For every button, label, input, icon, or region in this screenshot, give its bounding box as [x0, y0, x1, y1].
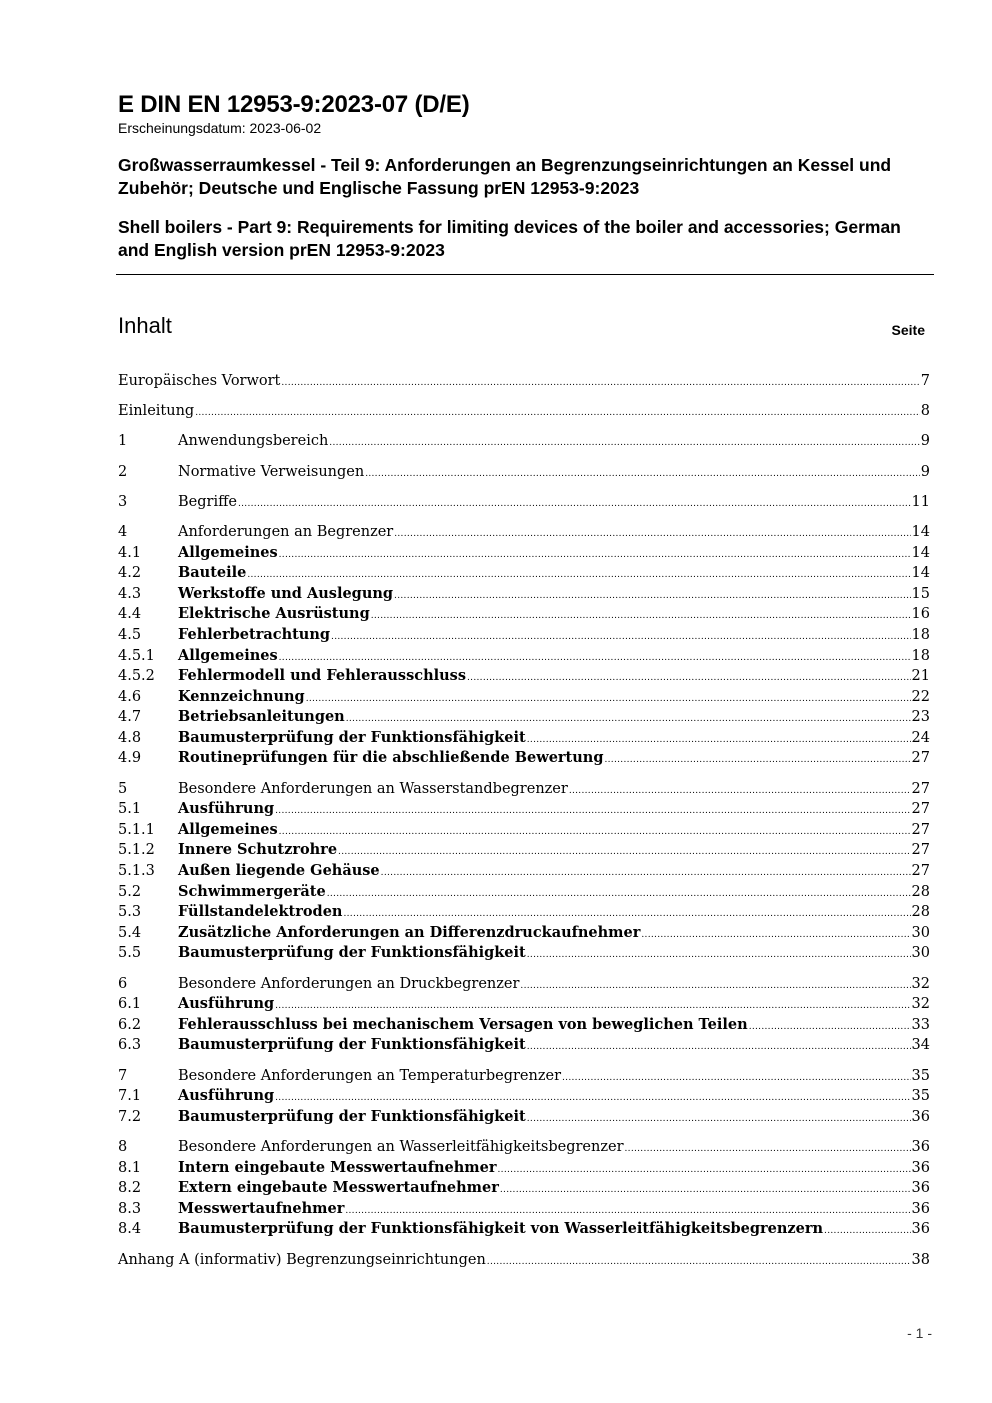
toc-dot-leader: [275, 1086, 910, 1109]
toc-entry-title: Anforderungen an Begrenzer: [178, 523, 394, 540]
toc-entry-title: Intern eingebaute Messwertaufnehmer: [178, 1158, 497, 1176]
toc-entry-page: 14: [911, 523, 930, 540]
toc-entry-number: 6: [118, 975, 128, 992]
toc-entry-number: 3: [118, 493, 128, 510]
toc-dot-leader: [331, 625, 911, 648]
toc-entry-number: 5.1.3: [118, 863, 155, 880]
toc-dot-leader: [306, 687, 911, 710]
toc-entry-number: 6.2: [118, 1016, 142, 1033]
title-german: Großwasserraumkessel - Teil 9: Anforderungen an Begrenzungseinrichtungen an Kessel und Zubehör; Deutsche und Englische Fassung prEN 12953-9:2023: [118, 155, 892, 198]
toc-entry[interactable]: [118, 974, 930, 995]
toc-entry-title: Zusätzliche Anforderungen an Differenzdruckaufnehmer: [178, 923, 641, 941]
toc-entry[interactable]: [118, 799, 930, 820]
toc-entry-page: 9: [920, 463, 930, 480]
toc-entry-title: Elektrische Ausrüstung: [178, 605, 370, 623]
toc-entry-title: Normative Verweisungen: [178, 463, 365, 480]
toc-entry[interactable]: [118, 1158, 930, 1179]
toc-entry[interactable]: [118, 1219, 930, 1240]
toc-entry-page: 27: [911, 842, 930, 859]
toc-entry-title: Werkstoffe und Auslegung: [178, 584, 394, 602]
table-of-contents: [118, 371, 930, 1270]
toc-dot-leader: [279, 820, 911, 843]
toc-dot-leader: [338, 840, 911, 863]
toc-entry[interactable]: [118, 687, 930, 708]
toc-entry[interactable]: [118, 462, 930, 483]
toc-entry-title: Baumusterprüfung der Funktionsfähigkeit von Wasserleitfähigkeitsbegrenzern: [178, 1220, 824, 1238]
toc-entry-number: 4.9: [118, 750, 142, 767]
toc-entry-title: Anhang A (informativ) Begrenzungseinrichtungen: [118, 1251, 486, 1268]
toc-dot-leader: [394, 522, 910, 545]
toc-dot-leader: [345, 1199, 910, 1222]
toc-entry-title: Baumusterprüfung der Funktionsfähigkeit: [178, 728, 526, 746]
toc-entry-page: 36: [911, 1138, 930, 1155]
toc-entry[interactable]: [118, 994, 930, 1015]
toc-dot-leader: [527, 1035, 911, 1058]
toc-entry-page: 28: [911, 883, 930, 900]
toc-entry-page: 30: [911, 945, 930, 962]
toc-entry-title: Außen liegende Gehäuse: [178, 862, 380, 880]
toc-entry-number: 5.4: [118, 924, 142, 941]
toc-entry[interactable]: [118, 728, 930, 749]
toc-entry-page: 8: [920, 403, 930, 420]
toc-entry-number: 8.1: [118, 1159, 142, 1176]
toc-entry-title: Innere Schutzrohre: [178, 841, 338, 859]
toc-dot-leader: [275, 994, 910, 1017]
toc-dot-leader: [498, 1158, 911, 1181]
toc-entry-page: 24: [911, 729, 930, 746]
toc-entry-title: Fehlerbetrachtung: [178, 625, 331, 643]
toc-dot-leader: [195, 401, 920, 424]
toc-dot-leader: [487, 1250, 911, 1273]
toc-entry-page: 36: [911, 1159, 930, 1176]
toc-dot-leader: [527, 943, 911, 966]
toc-entry-number: 1: [118, 433, 128, 450]
toc-entry-number: 5: [118, 780, 128, 797]
toc-entry-page: 27: [911, 863, 930, 880]
toc-entry-page: 23: [911, 709, 930, 726]
toc-dot-leader: [467, 666, 911, 689]
toc-dot-leader: [327, 882, 911, 905]
toc-dot-leader: [824, 1219, 911, 1242]
toc-entry-page: 33: [911, 1016, 930, 1033]
toc-entry[interactable]: [118, 1250, 930, 1271]
toc-entry-number: 4.3: [118, 585, 142, 602]
toc-entry-number: 7.1: [118, 1088, 142, 1105]
toc-entry[interactable]: [118, 522, 930, 543]
header-divider: [116, 274, 934, 275]
toc-entry-title: Ausführung: [178, 800, 275, 818]
toc-entry[interactable]: [118, 923, 930, 944]
toc-entry-page: 36: [911, 1180, 930, 1197]
toc-entry-title: Anwendungsbereich: [178, 433, 329, 450]
toc-entry-number: 5.2: [118, 883, 142, 900]
toc-entry[interactable]: [118, 1199, 930, 1220]
toc-dot-leader: [346, 707, 911, 730]
toc-entry[interactable]: [118, 584, 930, 605]
toc-dot-leader: [279, 543, 911, 566]
toc-entry-number: 8.2: [118, 1180, 142, 1197]
toc-entry-number: 7.2: [118, 1108, 142, 1125]
toc-entry[interactable]: [118, 1137, 930, 1158]
toc-entry-page: 14: [911, 544, 930, 561]
toc-entry-page: 18: [911, 626, 930, 643]
toc-entry-page: 11: [911, 493, 930, 510]
toc-entry-page: 22: [911, 688, 930, 705]
toc-entry-page: 34: [911, 1037, 930, 1054]
toc-entry-number: 4.5: [118, 626, 142, 643]
toc-page-label: Seite: [891, 322, 925, 338]
toc-entry-number: 4: [118, 523, 128, 540]
toc-entry-title: Kennzeichnung: [178, 687, 305, 705]
toc-entry[interactable]: [118, 840, 930, 861]
footer-page-number: - 1 -: [907, 1325, 932, 1341]
toc-entry-title: Besondere Anforderungen an Temperaturbegrenzer: [178, 1067, 562, 1084]
toc-entry-number: 4.7: [118, 709, 142, 726]
toc-entry-number: 5.3: [118, 904, 142, 921]
toc-entry-number: 4.2: [118, 565, 142, 582]
toc-entry-page: 27: [911, 750, 930, 767]
toc-dot-leader: [279, 646, 911, 669]
toc-entry-page: 36: [911, 1108, 930, 1125]
toc-entry[interactable]: [118, 371, 930, 392]
toc-entry-title: Fehlermodell und Fehlerausschluss: [178, 667, 467, 685]
document-id: E DIN EN 12953-9:2023-07 (D/E): [118, 91, 470, 118]
toc-entry-title: Messwertaufnehmer: [178, 1199, 345, 1217]
toc-entry-page: 27: [911, 821, 930, 838]
toc-entry-number: 8.4: [118, 1221, 142, 1238]
toc-dot-leader: [527, 1107, 911, 1130]
toc-entry[interactable]: [118, 1066, 930, 1087]
toc-entry[interactable]: [118, 666, 930, 687]
toc-entry[interactable]: [118, 431, 930, 452]
toc-entry-page: 28: [911, 904, 930, 921]
toc-entry-number: 4.4: [118, 606, 142, 623]
toc-entry-title: Besondere Anforderungen an Druckbegrenzer: [178, 975, 520, 992]
toc-heading: Inhalt: [118, 313, 172, 338]
toc-dot-leader: [281, 371, 919, 394]
toc-dot-leader: [500, 1178, 911, 1201]
toc-dot-leader: [604, 748, 910, 771]
toc-entry-number: 2: [118, 463, 128, 480]
toc-entry-title: Einleitung: [118, 403, 195, 420]
toc-entry-title: Besondere Anforderungen an Wasserleitfähigkeitsbegrenzer: [178, 1138, 624, 1155]
toc-entry[interactable]: [118, 882, 930, 903]
toc-dot-leader: [247, 563, 910, 586]
toc-entry-page: 9: [920, 433, 930, 450]
toc-entry-title: Schwimmergeräte: [178, 882, 326, 900]
toc-entry-title: Bauteile: [178, 564, 247, 582]
toc-entry-title: Routineprüfungen für die abschließende Bewertung: [178, 749, 604, 767]
toc-dot-leader: [329, 431, 919, 454]
toc-dot-leader: [625, 1137, 911, 1160]
toc-dot-leader: [394, 584, 911, 607]
toc-entry[interactable]: [118, 748, 930, 769]
toc-entry-page: 36: [911, 1200, 930, 1217]
toc-dot-leader: [527, 728, 911, 751]
toc-entry[interactable]: [118, 543, 930, 564]
toc-entry-number: 4.5.2: [118, 668, 155, 685]
toc-entry-page: 18: [911, 647, 930, 664]
toc-dot-leader: [343, 902, 910, 925]
toc-entry-page: 14: [911, 565, 930, 582]
toc-entry-page: 36: [911, 1221, 930, 1238]
toc-entry-title: Füllstandelektroden: [178, 903, 343, 921]
toc-entry[interactable]: [118, 1107, 930, 1128]
toc-dot-leader: [371, 604, 911, 627]
toc-entry-title: Ausführung: [178, 1087, 275, 1105]
toc-entry-number: 6.3: [118, 1037, 142, 1054]
toc-entry[interactable]: [118, 779, 930, 800]
toc-dot-leader: [569, 779, 911, 802]
toc-entry-page: 7: [920, 373, 930, 389]
toc-entry[interactable]: [118, 1035, 930, 1056]
toc-entry-page: 15: [911, 585, 930, 602]
toc-entry-number: 4.1: [118, 544, 142, 561]
toc-entry-number: 8: [118, 1138, 128, 1155]
toc-entry-number: 4.8: [118, 729, 142, 746]
toc-dot-leader: [238, 492, 911, 515]
toc-entry[interactable]: [118, 861, 930, 882]
toc-entry-title: Baumusterprüfung der Funktionsfähigkeit: [178, 1036, 526, 1054]
toc-entry-page: 35: [911, 1088, 930, 1105]
toc-entry-number: 5.1: [118, 801, 142, 818]
toc-entry[interactable]: [118, 492, 930, 513]
toc-entry-title: Europäisches Vorwort: [118, 373, 281, 389]
toc-dot-leader: [749, 1015, 911, 1038]
toc-entry-page: 35: [911, 1067, 930, 1084]
toc-entry-number: 7: [118, 1067, 128, 1084]
toc-entry-number: 8.3: [118, 1200, 142, 1217]
toc-entry-title: Baumusterprüfung der Funktionsfähigkeit: [178, 944, 526, 962]
toc-entry[interactable]: [118, 401, 930, 422]
toc-entry-number: 5.1.2: [118, 842, 155, 859]
toc-entry[interactable]: [118, 707, 930, 728]
toc-entry[interactable]: [118, 646, 930, 667]
toc-dot-leader: [381, 861, 911, 884]
toc-entry-title: Besondere Anforderungen an Wasserstandbegrenzer: [178, 780, 568, 797]
toc-entry[interactable]: [118, 902, 930, 923]
toc-dot-leader: [520, 974, 910, 997]
publication-date: Erscheinungsdatum: 2023-06-02: [118, 120, 322, 136]
toc-entry-title: Extern eingebaute Messwertaufnehmer: [178, 1179, 499, 1197]
toc-entry-title: Allgemeines: [178, 646, 278, 664]
toc-entry[interactable]: [118, 625, 930, 646]
toc-entry-number: 6.1: [118, 996, 142, 1013]
toc-entry[interactable]: [118, 1178, 930, 1199]
title-english: Shell boilers - Part 9: Requirements for limiting devices of the boiler and accessories; German and English version prEN 12953-9:2023: [118, 217, 901, 260]
toc-entry-number: 5.1.1: [118, 821, 155, 838]
toc-entry-title: Baumusterprüfung der Funktionsfähigkeit: [178, 1107, 526, 1125]
toc-entry[interactable]: [118, 604, 930, 625]
toc-entry[interactable]: [118, 1086, 930, 1107]
toc-entry-page: 32: [911, 975, 930, 992]
toc-dot-leader: [562, 1066, 911, 1089]
toc-entry-title: Betriebsanleitungen: [178, 708, 345, 726]
toc-entry-page: 27: [911, 780, 930, 797]
toc-entry-number: 4.6: [118, 688, 142, 705]
toc-dot-leader: [365, 462, 920, 485]
toc-entry[interactable]: [118, 820, 930, 841]
toc-entry-title: Ausführung: [178, 995, 275, 1013]
toc-entry[interactable]: [118, 1015, 930, 1036]
toc-entry-page: 16: [911, 606, 930, 623]
toc-entry-page: 27: [911, 801, 930, 818]
document-header: [118, 90, 934, 262]
toc-entry-title: Fehlerausschluss bei mechanischem Versagen von beweglichen Teilen: [178, 1015, 748, 1033]
toc-dot-leader: [275, 799, 910, 822]
toc-entry-title: Allgemeines: [178, 820, 278, 838]
toc-entry-title: Allgemeines: [178, 543, 278, 561]
toc-entry-title: Begriffe: [178, 493, 237, 510]
toc-entry[interactable]: [118, 563, 930, 584]
toc-entry-page: 21: [911, 668, 930, 685]
toc-entry-page: 30: [911, 924, 930, 941]
toc-dot-leader: [641, 923, 910, 946]
toc-entry-number: 5.5: [118, 945, 142, 962]
toc-entry-number: 4.5.1: [118, 647, 155, 664]
toc-entry[interactable]: [118, 943, 930, 964]
toc-entry-page: 32: [911, 996, 930, 1013]
toc-entry-page: 38: [911, 1251, 930, 1268]
